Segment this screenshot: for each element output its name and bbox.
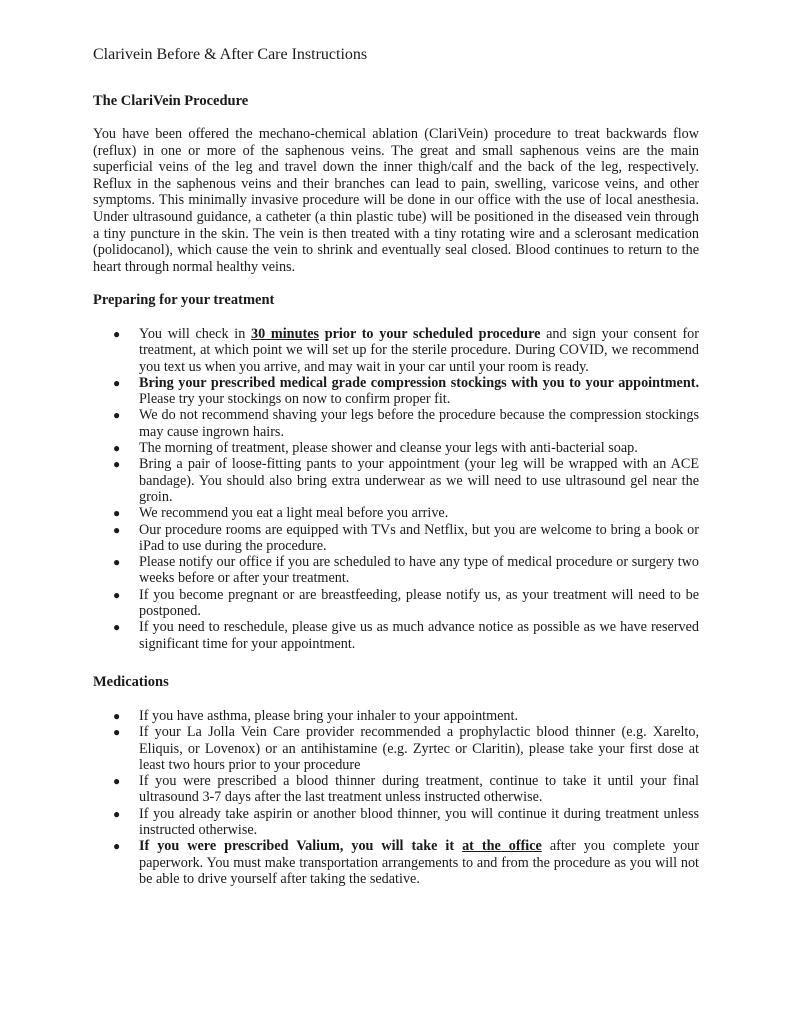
list-item — [93, 375, 699, 408]
bullet-icon: ● — [113, 522, 121, 537]
list-item — [93, 407, 699, 440]
medications-heading: Medications — [93, 674, 169, 690]
item-emphasis: at the office — [462, 838, 542, 855]
list-item — [93, 773, 699, 806]
item-text: Bring a pair of loose-fitting pants to your appointment (your leg will be wrapped with an ACE bandage). You should also bring extra underwear as we will need to use ultrasound gel near the groin. — [139, 456, 699, 505]
bullet-icon: ● — [113, 555, 121, 570]
item-text: We recommend you eat a light meal before you arrive. — [139, 505, 449, 522]
item-text: If you already take aspirin or another blood thinner, you will continue it during treatment unless instructed otherwise. — [139, 805, 699, 839]
item-text: If you become pregnant or are breastfeeding, please notify us, as your treatment will need to be postponed. — [139, 586, 699, 620]
list-item — [93, 724, 699, 773]
list-item — [93, 708, 699, 724]
item-emphasis: If you were prescribed Valium, you will take it — [139, 838, 463, 855]
list-item — [93, 587, 699, 620]
bullet-icon: ● — [113, 327, 121, 341]
list-item — [93, 505, 699, 521]
preparing-list — [93, 326, 699, 652]
item-text: The morning of treatment, please shower and cleanse your legs with anti-bacterial soap. — [139, 440, 638, 457]
item-text: after you complete your paperwork. You must make transportation arrangements to and from the procedure as you will not be able to drive yourself after taking the sedative. — [139, 838, 700, 887]
item-emphasis: Bring your prescribed medical grade compression stockings with you to your appointment. — [139, 374, 699, 391]
list-item — [93, 619, 699, 652]
item-text: You will check in — [139, 326, 252, 342]
bullet-icon: ● — [113, 375, 121, 390]
item-emphasis: 30 minutes — [251, 326, 320, 342]
item-text: If you need to reschedule, please give us as much advance notice as possible as we have reserved significant time for your appointment. — [139, 619, 699, 652]
bullet-icon: ● — [113, 774, 121, 789]
list-item — [93, 456, 699, 505]
procedure-heading: The ClariVein Procedure — [93, 93, 249, 109]
bullet-icon: ● — [113, 839, 121, 854]
item-text: If you were prescribed a blood thinner during treatment, continue to take it until your final ultrasound 3-7 days after the last treatment unless instructed otherwise. — [139, 773, 699, 806]
bullet-icon: ● — [113, 457, 121, 472]
procedure-paragraph: You have been offered the mechano-chemical ablation (ClariVein) procedure to treat backwards flow (reflux) in one or more of the saphenous veins. The great and small saphenous veins are the main superficial veins of the leg and travel down the inner thigh/calf and the back of the leg, respectively. Reflux in the saphenous veins and their branches can lead to pain, swelling, varicose veins, and other symptoms. This minimally invasive procedure will be done in our office with the use of local anesthesia. Under ultrasound guidance, a catheter (a thin plastic tube) will be positioned in the diseased vein through a tiny puncture in the skin. The vein is then treated with a tiny rotating wire and a sclerosant medication (polidocanol), which cause the vein to shrink and eventually seal closed. Blood continues to return to the heart through normal healthy veins. — [93, 126, 699, 275]
list-item — [93, 440, 699, 456]
item-text: and sign your consent for treatment, at which point we will set up for the sterile procedure. During COVID, we recommend you text us when you arrive, and may wait in your car until your room is ready. — [139, 326, 699, 375]
list-item — [93, 806, 699, 839]
bullet-icon: ● — [113, 587, 121, 602]
bullet-icon: ● — [113, 725, 121, 740]
preparing-heading: Preparing for your treatment — [93, 292, 275, 308]
item-text: If you have asthma, please bring your inhaler to your appointment. — [139, 708, 519, 724]
bullet-icon: ● — [113, 709, 121, 723]
list-item — [93, 554, 699, 587]
bullet-icon: ● — [113, 506, 121, 521]
item-text: Our procedure rooms are equipped with TVs and Netflix, but you are welcome to bring a book or iPad to use during the procedure. — [139, 521, 699, 554]
item-text: We do not recommend shaving your legs before the procedure because the compression stockings may cause ingrown hairs. — [139, 407, 699, 440]
bullet-icon: ● — [113, 408, 121, 423]
list-item — [93, 838, 699, 887]
bullet-icon: ● — [113, 441, 121, 456]
item-emphasis: prior to your scheduled procedure — [319, 326, 541, 342]
item-text: Please notify our office if you are scheduled to have any type of medical procedure or surgery two weeks before or after your treatment. — [139, 554, 699, 587]
list-item — [93, 522, 699, 555]
item-text: Please try your stockings on now to confirm proper fit. — [139, 391, 451, 408]
bullet-icon: ● — [113, 620, 121, 635]
item-text: If your La Jolla Vein Care provider recommended a prophylactic blood thinner (e.g. Xarelto, Eliquis, or Lovenox) or an antihistamine (e.g. Zyrtec or Claritin), please take your first dose at least two hours prior to your procedure — [139, 724, 699, 773]
bullet-icon: ● — [113, 806, 121, 821]
medications-list — [93, 708, 699, 887]
document-title: Clarivein Before & After Care Instructions — [93, 46, 368, 63]
list-item — [93, 326, 699, 375]
